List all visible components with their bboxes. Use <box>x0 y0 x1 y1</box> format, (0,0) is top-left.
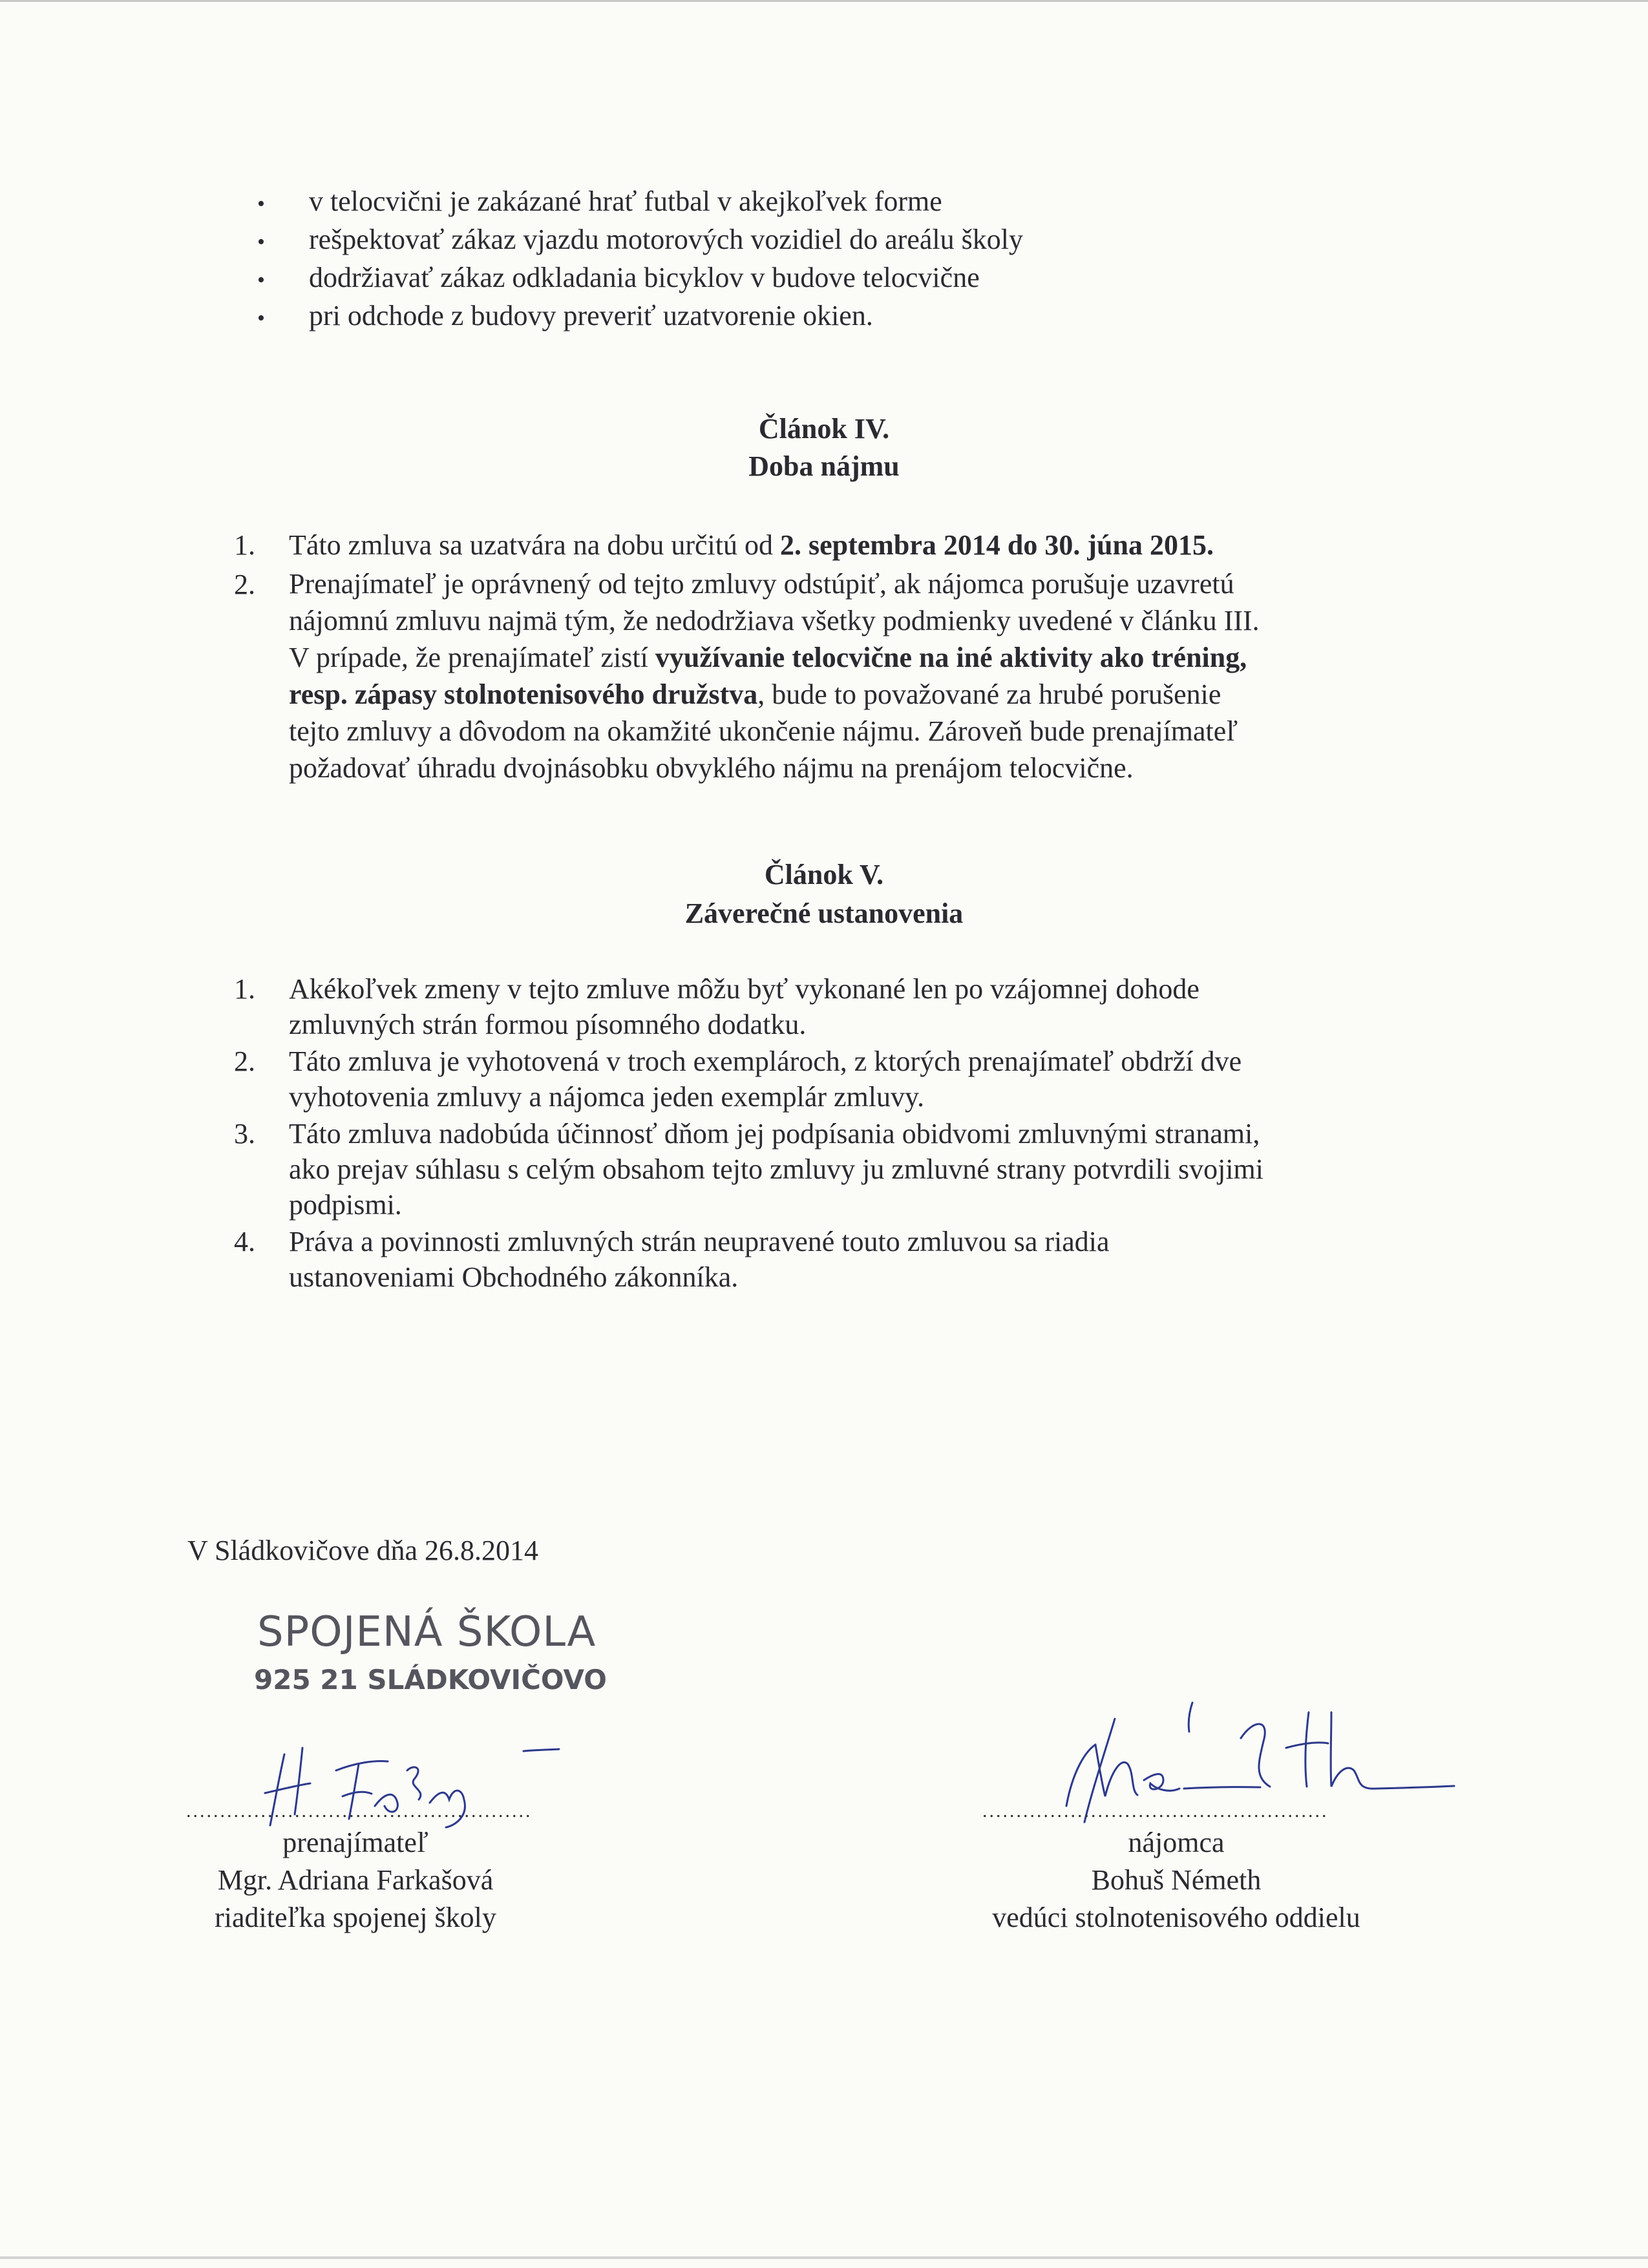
item-text: zmluvných strán formou písomného dodatku. <box>289 1009 807 1040</box>
list-item <box>257 182 1023 220</box>
list-item <box>234 526 1260 564</box>
item-number: 3. <box>234 1118 255 1150</box>
scan-edge-bottom <box>0 2256 1648 2259</box>
list-item <box>257 258 1023 297</box>
bullet-text: rešpektovať zákaz vjazdu motorových vozidiel do areálu školy <box>309 224 1023 255</box>
item-text-bold: využívanie telocvične na iné aktivity ako tréning, <box>655 642 1247 673</box>
article5-title: Článok V. <box>764 859 884 890</box>
term-dates: 2. septembra 2014 do 30. júna 2015. <box>779 529 1214 561</box>
article4-title: Článok IV. <box>758 413 890 445</box>
lessee-title: vedúci stolnotenisového oddielu <box>992 1902 1360 1933</box>
place-date: V Sládkovičove dňa 26.8.2014 <box>187 1535 539 1566</box>
item-text: Táto zmluva je vyhotovená v troch exemplároch, z ktorých prenajímateľ obdrží dve <box>289 1045 1242 1077</box>
item-text: Akékoľvek zmeny v tejto zmluve môžu byť vykonané len po vzájomnej dohode <box>289 973 1199 1005</box>
lessor-role: prenajímateľ <box>282 1827 428 1858</box>
scan-edge-top <box>0 0 1648 2</box>
article4-subtitle: Doba nájmu <box>748 450 900 482</box>
bullet-symbol: • <box>257 230 265 254</box>
bullet-text: v telocvični je zakázané hrať futbal v akejkoľvek forme <box>309 185 942 217</box>
lessor-title: riaditeľka spojenej školy <box>215 1902 496 1933</box>
item-text: ako prejav súhlasu s celým obsahom tejto zmluvy ju zmluvné strany potvrdili svojimi <box>289 1153 1263 1185</box>
item-number: 4. <box>234 1226 255 1257</box>
item-text: vyhotovenia zmluvy a nájomca jeden exemplár zmluvy. <box>289 1081 925 1113</box>
item-number: 2. <box>234 1045 255 1077</box>
list-item <box>234 1044 1263 1115</box>
item-number: 2. <box>234 569 255 600</box>
item-text: nájomnú zmluvu najmä tým, že nedodržiava všetky podmienky uvedené v článku III. <box>289 605 1260 636</box>
bullet-symbol: • <box>257 268 265 292</box>
lessor-block <box>187 1824 523 1937</box>
bullet-text: pri odchode z budovy preveriť uzatvorenie okien. <box>309 300 873 331</box>
item-text: V prípade, že prenajímateľ zistí <box>289 642 655 673</box>
article5-list <box>234 971 1263 1295</box>
item-number: 1. <box>234 529 255 561</box>
item-text: Táto zmluva sa uzatvára na dobu určitú od <box>289 529 780 561</box>
lessee-role: nájomca <box>1128 1827 1225 1858</box>
school-stamp-name: SPOJENÁ ŠKOLA <box>257 1608 597 1656</box>
article4-list <box>234 526 1260 786</box>
bullet-symbol: • <box>257 306 265 330</box>
list-item <box>234 565 1260 786</box>
list-item <box>234 1116 1263 1223</box>
article5-subtitle: Záverečné ustanovenia <box>684 898 964 929</box>
item-text: tejto zmluvy a dôvodom na okamžité ukončenie nájmu. Zároveň bude prenajímateľ <box>289 715 1238 747</box>
item-text: Práva a povinnosti zmluvných strán neupravené touto zmluvou sa riadia <box>289 1226 1110 1257</box>
article3-bullet-list <box>257 182 1023 335</box>
item-text-bold: resp. zápasy stolnotenisového družstva <box>289 678 758 710</box>
list-item <box>234 971 1263 1042</box>
lessee-block <box>950 1824 1402 1937</box>
item-text: Táto zmluva nadobúda účinnosť dňom jej podpísania obidvomi zmluvnými stranami, <box>289 1118 1260 1150</box>
bullet-text: dodržiavať zákaz odkladania bicyklov v budove telocvične <box>309 262 980 293</box>
item-number: 1. <box>234 973 255 1005</box>
lessor-name: Mgr. Adriana Farkašová <box>217 1864 494 1896</box>
lessor-signature-line: ................................................... <box>186 1800 533 1822</box>
item-text: , bude to považované za hrubé porušenie <box>757 678 1221 710</box>
item-text: Prenajímateľ je oprávnený od tejto zmluvy odstúpiť, ak nájomca porušuje uzavretú <box>289 568 1234 600</box>
list-item <box>257 297 1023 335</box>
item-text: ustanoveniami Obchodného zákonníka. <box>289 1261 739 1293</box>
list-item <box>257 220 1023 258</box>
list-item <box>234 1224 1263 1295</box>
lessee-name: Bohuš Németh <box>1091 1864 1262 1896</box>
bullet-symbol: • <box>257 192 265 216</box>
school-stamp-address: 925 21 SLÁDKOVIČOVO <box>254 1664 607 1696</box>
lessee-signature-line: ................................................... <box>982 1800 1329 1822</box>
item-text: podpismi. <box>289 1189 402 1221</box>
item-text: požadovať úhradu dvojnásobku obvyklého nájmu na prenájom telocvične. <box>289 752 1134 784</box>
